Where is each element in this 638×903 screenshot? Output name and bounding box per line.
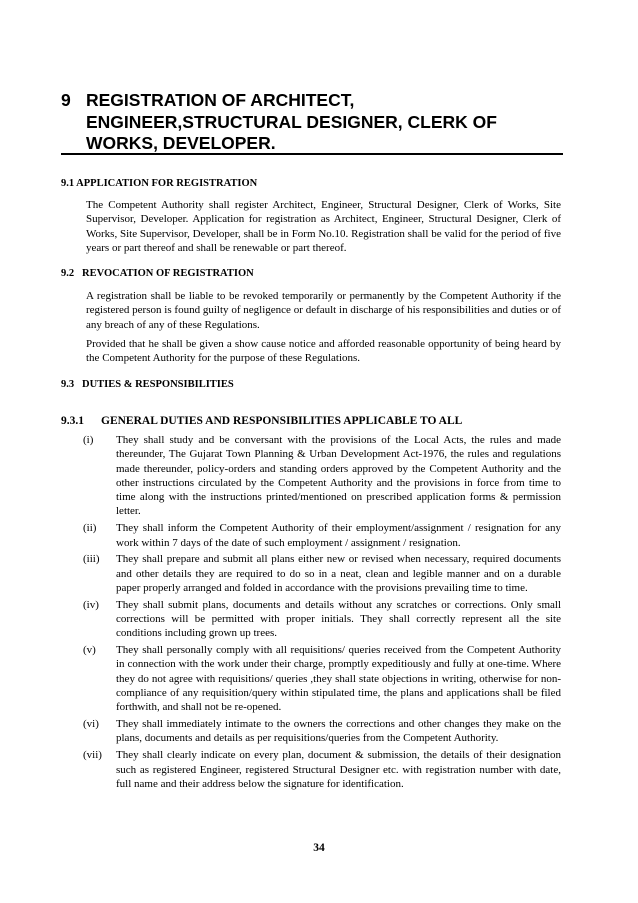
section-9-3-1-title: GENERAL DUTIES AND RESPONSIBILITIES APPLICABLE TO ALL (101, 415, 463, 427)
section-9-3-1-number: 9.3.1 (61, 415, 84, 427)
list-item (83, 433, 561, 519)
list-item-numeral: (vi) (83, 718, 99, 731)
list-item-numeral: (i) (83, 434, 94, 446)
list-item-numeral: (vii) (83, 749, 102, 762)
section-9-3-heading: 9.3 DUTIES & RESPONSIBILITIES (61, 379, 234, 390)
list-item-text: They shall submit plans, documents and details without any scratches or corrections. Only small corrections will be permitted with proper initials. They shall correctly represent all the site conditions including grown up trees. (116, 598, 561, 640)
list-item-numeral: (iii) (83, 553, 100, 566)
list-item (83, 521, 561, 550)
chapter-heading (61, 90, 561, 155)
list-item-text: They shall inform the Competent Authority of their employment/assignment / resignation for any work within 7 days of the date of such employment / assignment / resignation. (116, 522, 561, 549)
list-item-text: They shall clearly indicate on every plan, document & submission, the details of their designation such as registered Engineer, registered Structural Designer etc. with registration number with date, full name and their address below the signature for identification. (116, 749, 561, 790)
list-item (83, 552, 561, 595)
chapter-number: 9 (61, 90, 71, 110)
list-item (83, 717, 561, 746)
heading-rule (61, 153, 563, 155)
section-9-2-heading: 9.2 REVOCATION OF REGISTRATION (61, 268, 254, 279)
section-9-2-proviso: Provided that he shall be given a show cause notice and afforded reasonable opportunity of being heard by the Competent Authority for the purpose of these Regulations. (86, 338, 561, 365)
list-item-text: They shall study and be conversant with the provisions of the Local Acts, the rules and made thereunder, The Gujarat Town Planning & Urban Development Act-1976, the rules and regulations made thereunder, policy-orders and standing orders approved by the Competent Authority and the other instructions circulated by the Competent Authority and the provisions in force from time to time along with the instructions printed/mentioned on prescribed application forms & permission letter. (116, 434, 561, 518)
page-number: 34 (313, 842, 325, 854)
list-item-numeral: (ii) (83, 522, 97, 535)
section-9-2-body: A registration shall be liable to be revoked temporarily or permanently by the Competent Authority if the registered person is found guilty of negligence or default in discharge of his responsibilities and duties or of any breach of any of these Regulations. (86, 290, 561, 331)
section-9-1-heading: 9.1 APPLICATION FOR REGISTRATION (61, 178, 258, 189)
list-item-numeral: (v) (83, 644, 96, 657)
section-9-1-body: The Competent Authority shall register Architect, Engineer, Structural Designer, Clerk of Works, Site Supervisor, Developer. Application for registration as Architect, Engineer, Structural Designer, Clerk of Works, Site Supervisor, Developer, shall be in Form No.10. Registration shall be valid for the period of five years or part thereof and shall be renewable or part thereof. (86, 199, 561, 254)
list-item-numeral: (iv) (83, 598, 99, 611)
list-item (83, 748, 561, 791)
list-item-text: They shall prepare and submit all plans either new or revised when necessary, required documents and other details they are required to do so in a neat, clean and legible manner and on a durable paper properly arranged and folded in accordance with the provisions prevailing time to time. (116, 553, 561, 594)
chapter-title: REGISTRATION OF ARCHITECT, ENGINEER,STRUCTURAL DESIGNER, CLERK OF WORKS, DEVELOPER. (86, 90, 497, 153)
list-item-text: They shall personally comply with all requisitions/ queries received from the Competent Authority in connection with the work under their charge, promptly expeditiously and fully at one-time. Where they do not agree with requisitions/ queries ,they shall state objections in writing, otherwise for non-compliance of any requisition/query within stipulated time, the plans and applications shall be filed forthwith, and shall not be re-opened. (116, 644, 561, 714)
list-item (83, 598, 561, 641)
list-item (83, 643, 561, 714)
duties-list (83, 433, 561, 794)
list-item-text: They shall immediately intimate to the owners the corrections and other changes they make on the plans, documents and details as per requisitions/queries from the Competent Authority. (116, 718, 561, 745)
